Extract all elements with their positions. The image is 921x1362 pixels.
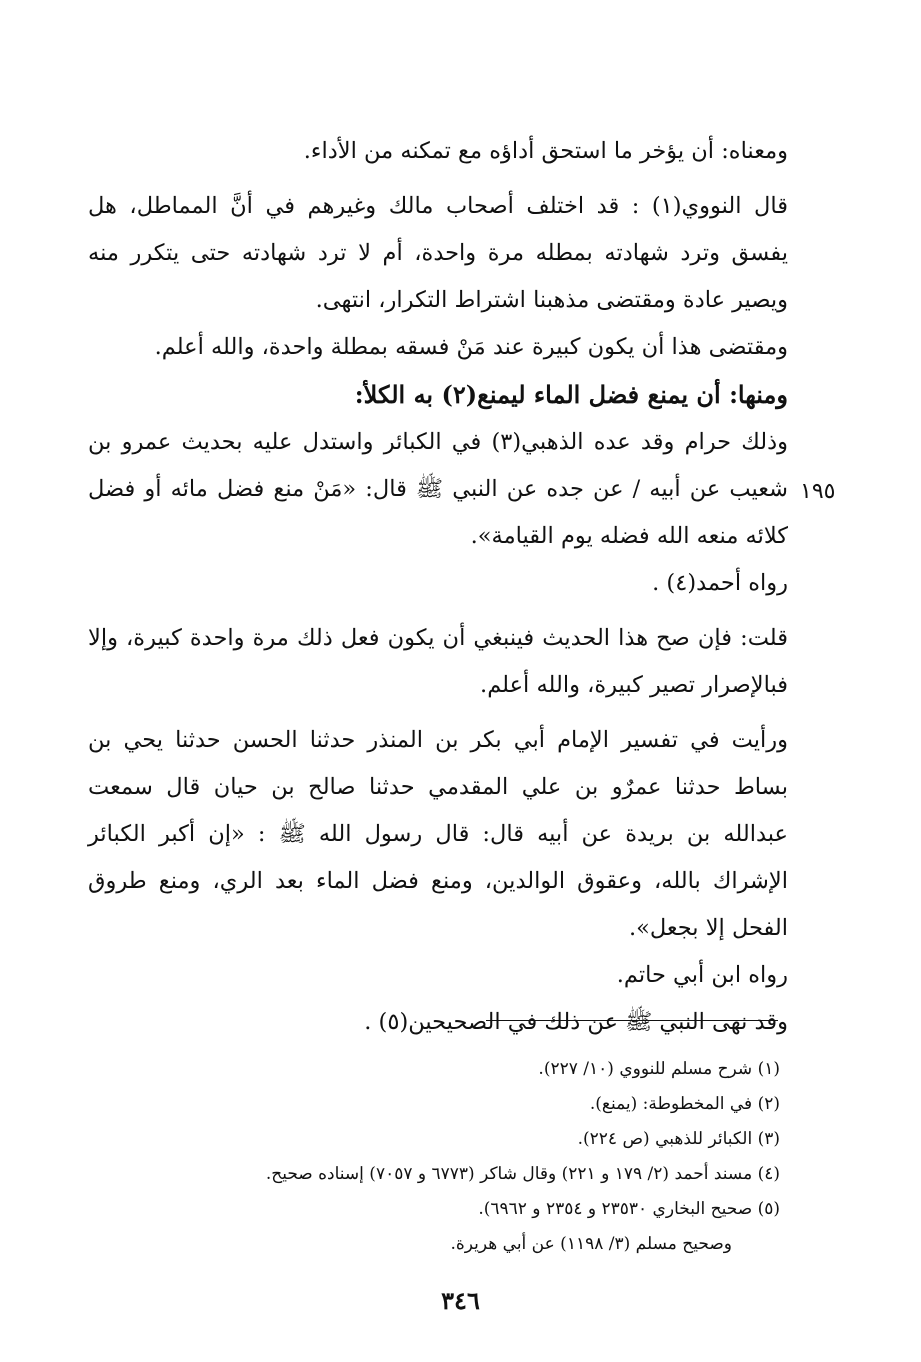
footnote-3: (٣) الكبائر للذهبي (ص ٢٢٤). [577, 1129, 780, 1149]
paragraph-1: ومعناه: أن يؤخر ما استحق أداؤه مع تمكنه من الأداء. [303, 138, 788, 164]
footnote-4: (٤) مسند أحمد (٢/ ١٧٩ و ٢٢١) وقال شاكر (٦٧٧٣ و ٧٠٥٧) إسناده صحيح. [265, 1164, 780, 1184]
footnotes [150, 1052, 780, 1262]
footnote-1: (١) شرح مسلم للنووي (١٠/ ٢٢٧). [538, 1059, 780, 1079]
paragraph-5: رواه أحمد(٤) . [652, 570, 788, 596]
paragraph-3: ومقتضى هذا أن يكون كبيرة عند مَنْ فسقه بمطلة واحدة، والله أعلم. [154, 334, 788, 360]
manuscript-folio-number: ١٩٥ [800, 479, 836, 504]
footnote-divider [486, 1020, 778, 1021]
paragraph-4: وذلك حرام وقد عده الذهبي(٣) في الكبائر واستدل عليه بحديث عمرو بن شعيب عن أبيه / عن جده عن النبي ﷺ قال: «مَنْ منع فضل مائه أو فضل كلائه منعه الله فضله يوم القيامة». [88, 429, 788, 549]
paragraph-2: قال النووي(١) : قد اختلف أصحاب مالك وغيرهم في أنَّ المماطل، هل يفسق وترد شهادته بمطله مرة واحدة، أم لا ترد شهادته حتى يتكرر منه ويصير عادة ومقتضى مذهبنا اشتراط التكرار، انتهى. [88, 193, 788, 313]
footnote-2: (٢) في المخطوطة: (يمنع). [589, 1094, 780, 1114]
footnote-5: (٥) صحيح البخاري ٢٣٥٣٠ و ٢٣٥٤ و ٦٩٦٢). [478, 1199, 780, 1219]
paragraph-9: وقد نهى النبي ﷺ عن ذلك في الصحيحين(٥) . [364, 1009, 788, 1035]
footnote-5-continuation: وصحيح مسلم (٣/ ١١٩٨) عن أبي هريرة. [450, 1234, 732, 1254]
page-number: ٣٤٦ [441, 1286, 480, 1315]
paragraph-8: رواه ابن أبي حاتم. [616, 962, 788, 988]
main-text [88, 128, 788, 1046]
section-heading: ومنها: أن يمنع فضل الماء ليمنع(٢) به الكلأ: [354, 380, 788, 409]
paragraph-6: قلت: فإن صح هذا الحديث فينبغي أن يكون فعل ذلك مرة واحدة كبيرة، وإلا فبالإصرار تصير كبيرة، والله أعلم. [88, 625, 788, 698]
paragraph-7: ورأيت في تفسير الإمام أبي بكر بن المنذر حدثنا الحسن حدثنا يحي بن بساط حدثنا عمرٌو بن علي المقدمي حدثنا صالح بن حيان قال سمعت عبدالله بن بريدة عن أبيه قال: قال رسول الله ﷺ : «إن أكبر الكبائر الإشراك بالله، وعقوق الوالدين، ومنع فضل الماء بعد الري، ومنع طروق الفحل إلا بجعل». [88, 727, 788, 941]
